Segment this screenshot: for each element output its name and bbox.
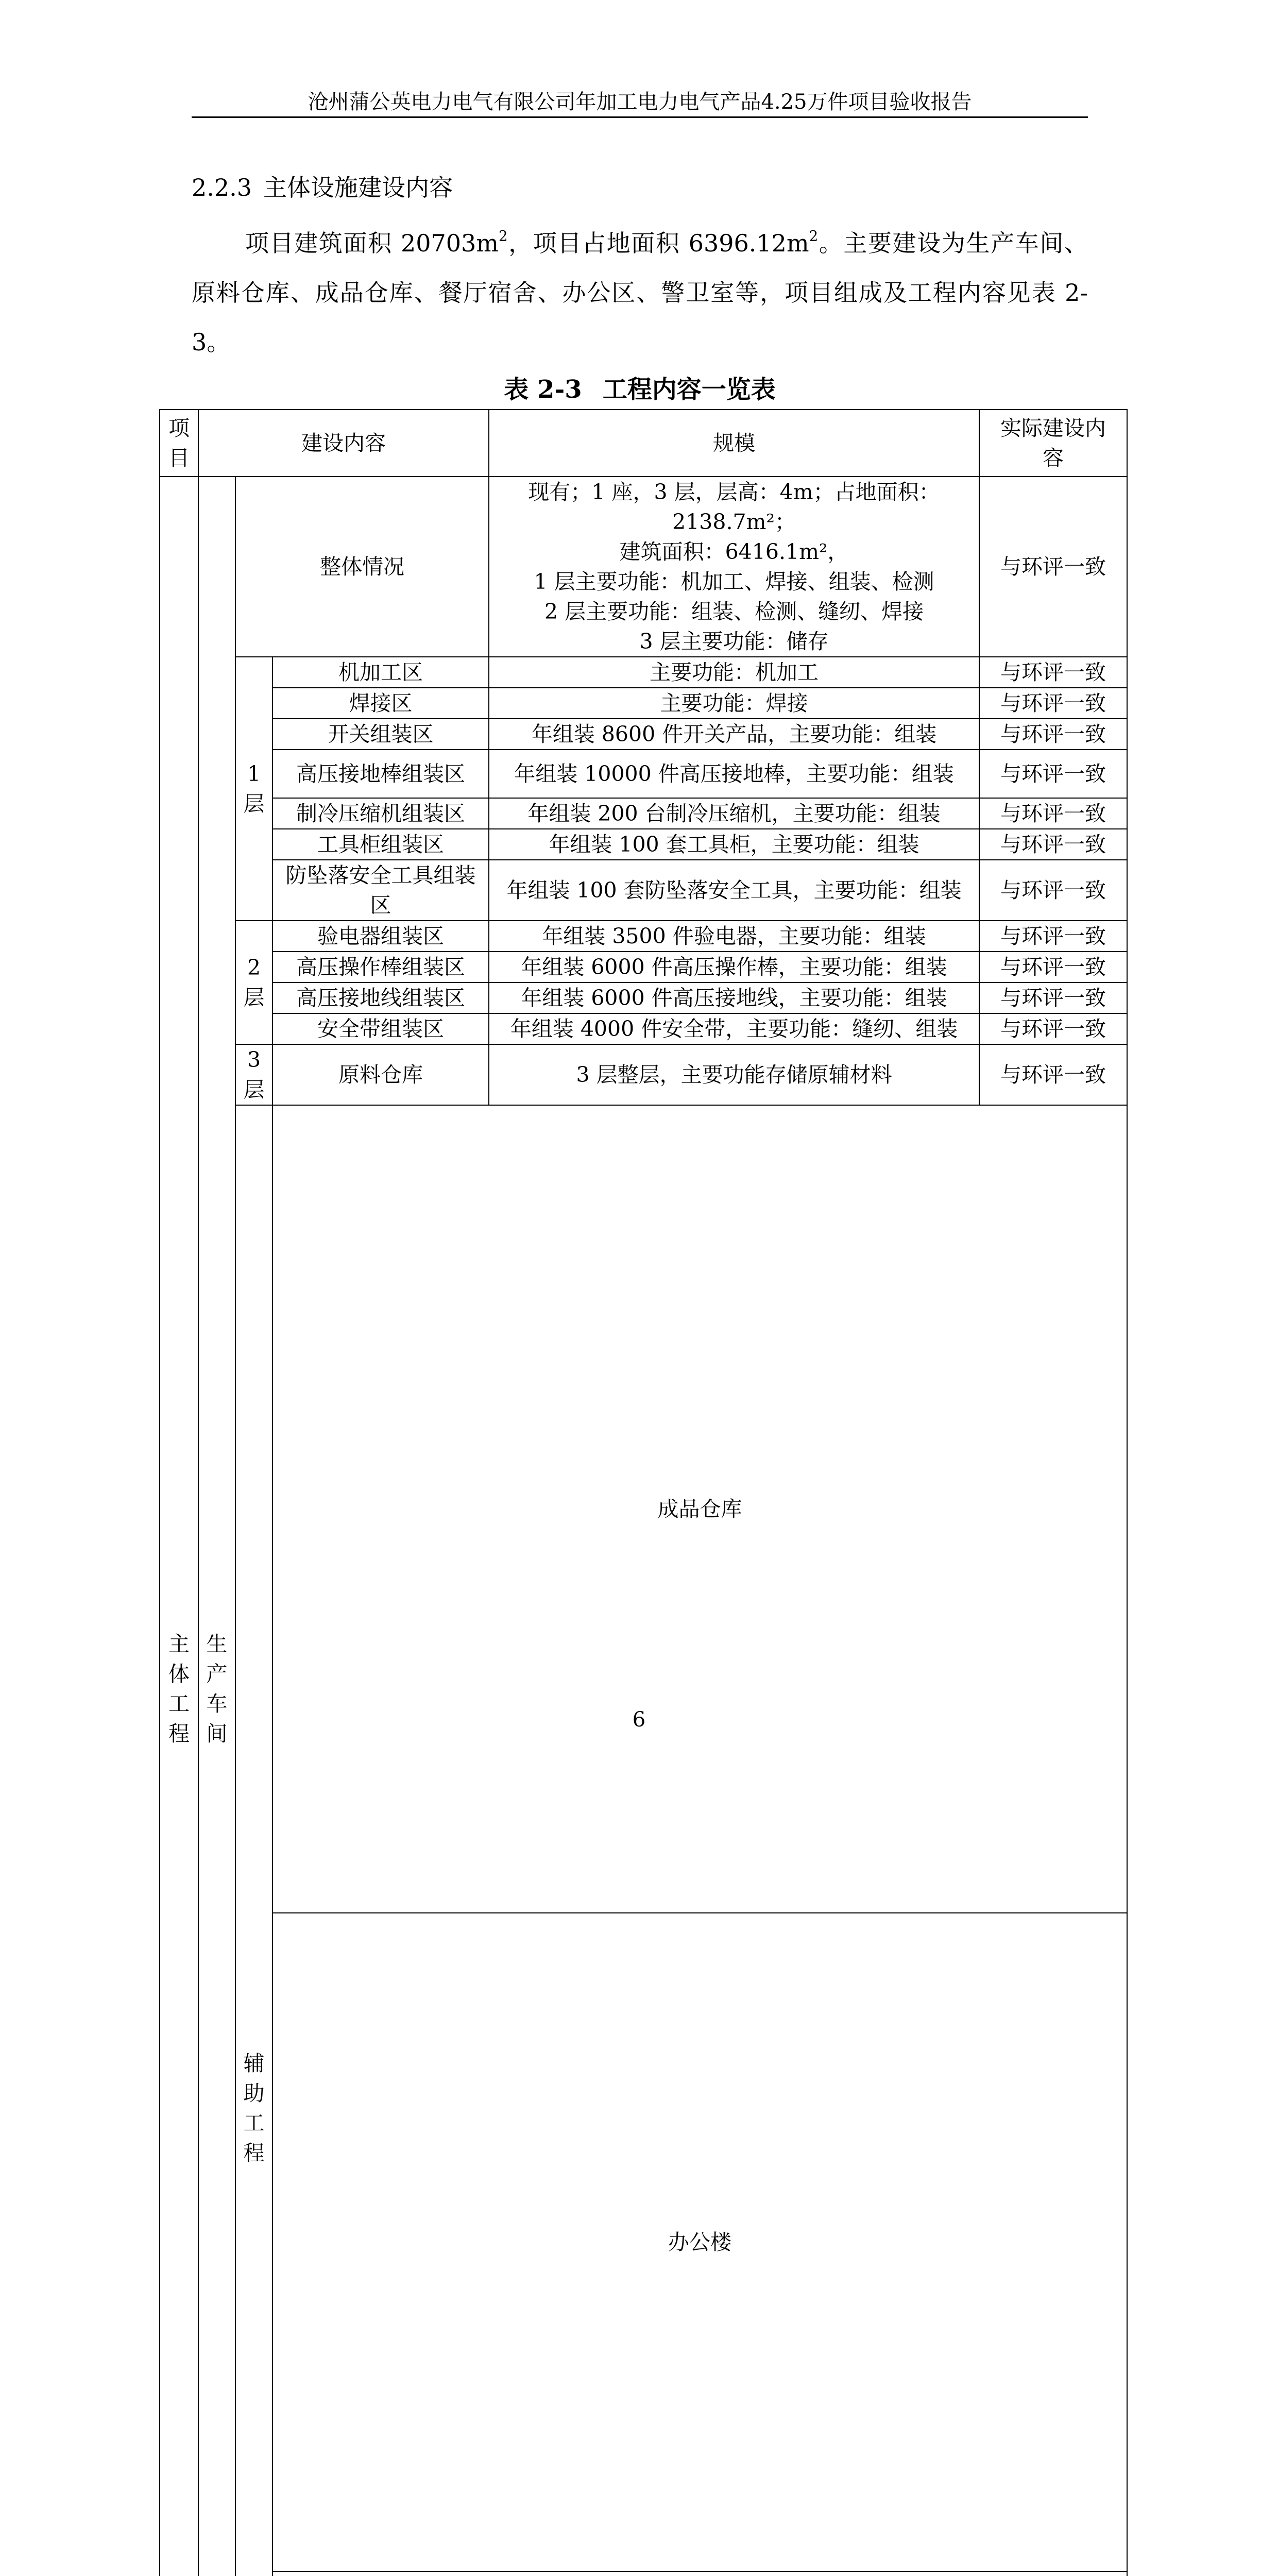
- row-name: [272, 2571, 1127, 2576]
- table-row: [160, 1044, 1127, 1105]
- table-row: [160, 1105, 1127, 1913]
- table-caption: [192, 373, 1088, 406]
- row-name: 安全带组装区: [272, 1013, 489, 1044]
- row-scale: 年组装 200 台制冷压缩机，主要功能：组装: [489, 798, 979, 829]
- table-row: [160, 798, 1127, 829]
- row-scale: 年组装 8600 件开关产品，主要功能：组装: [489, 719, 979, 750]
- row-name: 办公楼: [272, 1913, 1127, 2571]
- row-name: 制冷压缩机组装区: [272, 798, 489, 829]
- group-main: 主体工程: [160, 477, 198, 2576]
- row-scale: 主要功能：焊接: [489, 688, 979, 719]
- row-scale: 年组装 6000 件高压操作棒，主要功能：组装: [489, 952, 979, 982]
- page-number: 6: [632, 1708, 646, 1732]
- table-row: [160, 477, 1127, 657]
- header-content: 建设内容: [198, 410, 489, 477]
- table-row: [160, 688, 1127, 719]
- row-actual: 与环评一致: [979, 982, 1127, 1013]
- table-row: [160, 860, 1127, 921]
- intro-text-3: 。主要建设为生产车间、原料仓库、成品仓库、餐厅宿舍、办公区、警卫室等，项目组成及工程内容见表 2-3。: [192, 229, 1088, 356]
- table-row: [160, 1913, 1127, 2571]
- intro-text-1: 项目建筑面积 20703m: [245, 229, 499, 257]
- intro-sup-2: 2: [809, 227, 819, 245]
- row-scale: 现有；1 座，3 层，层高：4m；占地面积：2138.7m²； 建筑面积：6416.1m²， 1 层主要功能：机加工、焊接、组装、检测 2 层主要功能：组装、检测、缝纫、焊接 3 层主要功能：储存: [489, 477, 979, 657]
- row-actual: 与环评一致: [979, 798, 1127, 829]
- row-name: 高压接地线组装区: [272, 982, 489, 1013]
- row-scale: 年组装 4000 件安全带，主要功能：缝纫、组装: [489, 1013, 979, 1044]
- table-row: [160, 1013, 1127, 1044]
- group-floor3: 3层: [235, 1044, 272, 1105]
- row-scale: 主要功能：机加工: [489, 657, 979, 688]
- table-caption-number: 表 2-3: [504, 375, 582, 404]
- row-actual: 与环评一致: [979, 688, 1127, 719]
- row-scale: 年组装 6000 件高压接地线，主要功能：组装: [489, 982, 979, 1013]
- row-name: 防坠落安全工具组装区: [272, 860, 489, 921]
- table-row: [160, 982, 1127, 1013]
- header-actual: 实际建设内容: [979, 410, 1127, 477]
- row-actual: 与环评一致: [979, 829, 1127, 860]
- row-scale: 年组装 100 套工具柜，主要功能：组装: [489, 829, 979, 860]
- row-scale: 3 层整层，主要功能存储原辅材料: [489, 1044, 979, 1105]
- row-name: 焊接区: [272, 688, 489, 719]
- row-actual: 与环评一致: [979, 750, 1127, 798]
- header-rule: [192, 116, 1088, 118]
- table-header-row: [160, 410, 1127, 477]
- section-title: 主体设施建设内容: [263, 174, 453, 201]
- row-name: 机加工区: [272, 657, 489, 688]
- group-workshop: 生产车间: [198, 477, 235, 2576]
- table-row: [160, 750, 1127, 798]
- row-scale: 年组装 3500 件验电器，主要功能：组装: [489, 921, 979, 952]
- group-aux: 辅助工程: [235, 1105, 272, 2576]
- row-scale: 年组装 10000 件高压接地棒，主要功能：组装: [489, 750, 979, 798]
- row-name: 验电器组装区: [272, 921, 489, 952]
- group-floor1: 1层: [235, 657, 272, 921]
- header-item: 项目: [160, 410, 198, 477]
- row-actual: 与环评一致: [979, 921, 1127, 952]
- row-actual: 与环评一致: [979, 1013, 1127, 1044]
- group-floor2: 2层: [235, 921, 272, 1044]
- row-actual: 与环评一致: [979, 952, 1127, 982]
- row-actual: 与环评一致: [979, 860, 1127, 921]
- row-name: 成品仓库: [272, 1105, 1127, 1913]
- intro-text-2: ，项目占地面积 6396.12m: [507, 229, 809, 257]
- row-actual: 与环评一致: [979, 657, 1127, 688]
- project-content-table: [159, 409, 1128, 2576]
- page-header: 沧州蒲公英电力电气有限公司年加工电力电气产品4.25万件项目验收报告: [308, 90, 972, 114]
- table-row: [160, 952, 1127, 982]
- table-row: [160, 719, 1127, 750]
- section-number: 2.2.3: [192, 174, 252, 201]
- table-row: [160, 921, 1127, 952]
- row-actual: 与环评一致: [979, 719, 1127, 750]
- row-name: 高压接地棒组装区: [272, 750, 489, 798]
- row-name: 工具柜组装区: [272, 829, 489, 860]
- intro-paragraph: [192, 218, 1088, 367]
- row-name: 原料仓库: [272, 1044, 489, 1105]
- row-scale: 年组装 100 套防坠落安全工具，主要功能：组装: [489, 860, 979, 921]
- row-actual: 与环评一致: [979, 477, 1127, 657]
- table-row: [160, 657, 1127, 688]
- section-heading: [192, 171, 453, 204]
- row-name: 开关组装区: [272, 719, 489, 750]
- table-caption-title: 工程内容一览表: [602, 375, 776, 404]
- row-name: 高压操作棒组装区: [272, 952, 489, 982]
- row-actual: 与环评一致: [979, 1044, 1127, 1105]
- table-row: [160, 2571, 1127, 2576]
- header-scale: 规模: [489, 410, 979, 477]
- row-name: 整体情况: [235, 477, 489, 657]
- intro-sup-1: 2: [498, 227, 508, 245]
- table-row: [160, 829, 1127, 860]
